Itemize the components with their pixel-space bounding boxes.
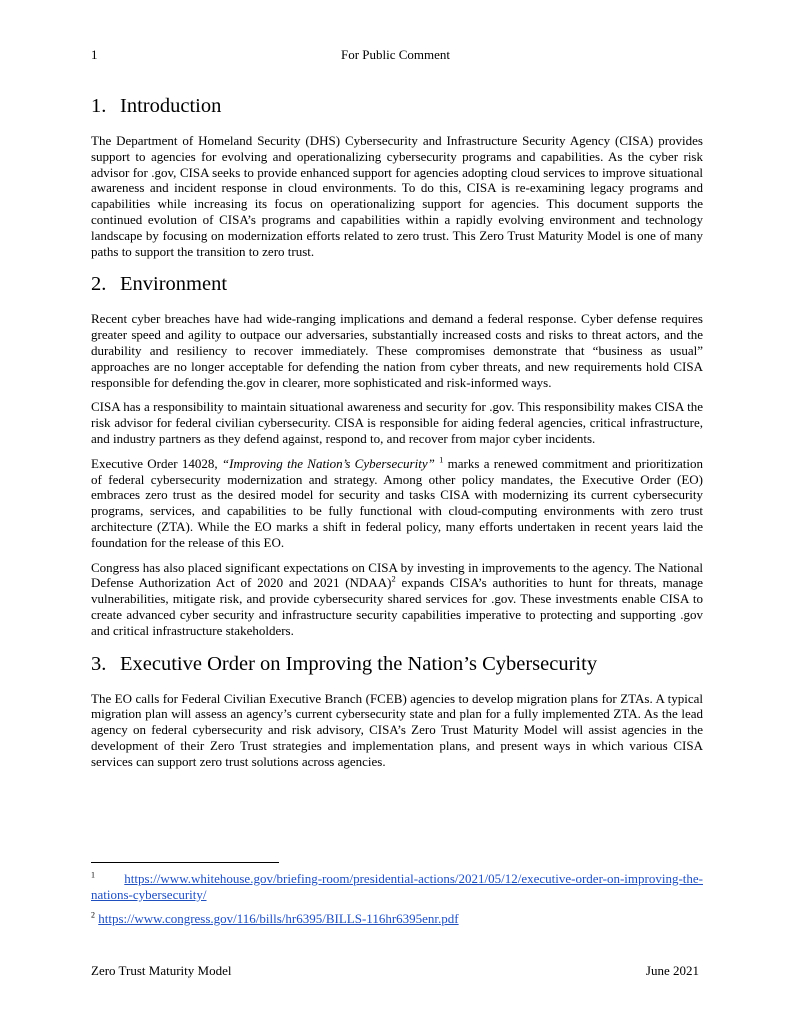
section-number: 2.	[91, 273, 107, 296]
footnote-2	[91, 911, 703, 927]
section-title: Environment	[120, 273, 228, 296]
header-title: For Public Comment	[340, 47, 451, 62]
section-heading	[91, 93, 703, 119]
footnote-ref[interactable]: 1	[439, 454, 444, 465]
section-introduction	[91, 93, 703, 259]
footnote-link[interactable]: https://www.whitehouse.gov/briefing-room/presidential-actions/2021/05/12/executive-order-on-improving-the-nations-cybersecurity/	[91, 871, 703, 902]
section-executive-order	[91, 651, 703, 770]
text-run: Executive Order 14028,	[91, 455, 222, 471]
footnote-1	[91, 871, 703, 903]
paragraph-congress	[91, 560, 703, 639]
footnote-divider	[91, 862, 279, 863]
footer-date: June 2021	[645, 963, 699, 978]
text-run: marks a renewed commitment and prioritization of federal cybersecurity modernization and strategy. Among other policy mandates, the Executive Order (EO) embraces zero trust as the desired model for security and tasks CISA with modernizing its current cybersecurity programs, services, and capabilities to be fully functional with cloud-computing environments with zero trust architecture (ZTA). While the EO marks a shift in federal policy, many efforts undertaken in recent years laid the foundation for the release of this EO.	[91, 455, 704, 550]
footnote-link[interactable]: https://www.congress.gov/116/bills/hr6395/BILLS-116hr6395enr.pdf	[98, 910, 459, 926]
section-heading	[91, 651, 703, 677]
footnotes	[91, 871, 703, 934]
footer-document-title: Zero Trust Maturity Model	[91, 963, 232, 978]
paragraph: Recent cyber breaches have had wide-ranging implications and demand a federal response. Cyber defense requires greater speed and agility to outpace our adversaries, substantially increased costs and risks to threat actors, and the durability and resiliency to recover immediately. These compromises demonstrate that “business as usual” approaches are no longer acceptable for defending the nation from cyber threats, and new requirements hold CISA responsible for defending the.gov in clearer, more sophisticated and risk-informed ways.	[91, 311, 703, 390]
footnote-marker: 1	[91, 870, 95, 880]
document-body	[91, 93, 703, 779]
section-environment	[91, 271, 703, 638]
text-run: expands CISA’s authorities to hunt for threats, manage vulnerabilities, mitigate risk, and provide cybersecurity shared services for .gov. These investments enable CISA to create advanced cyber security and infrastructure security capabilities imperative to protecting and supporting .gov and critical infrastructure stakeholders.	[91, 575, 703, 638]
section-number: 3.	[91, 652, 107, 675]
paragraph: The EO calls for Federal Civilian Executive Branch (FCEB) agencies to develop migration plans for ZTAs. A typical migration plan will assess an agency’s current cybersecurity state and plan for a fully implemented ZTA. As the lead agency on federal cybersecurity and risk advisory, CISA’s Zero Trust Maturity Model will assist agencies in the development of their Zero Trust strategies and implementation plans, and present ways in which various CISA services can support zero trust solutions across agencies.	[91, 690, 703, 769]
paragraph: The Department of Homeland Security (DHS) Cybersecurity and Infrastructure Security Agency (CISA) provides support to agencies for evolving and operationalizing cybersecurity programs and capabilities. As the cyber risk advisor for .gov, CISA seeks to provide enhanced support for agencies adopting cloud services to improve situational awareness and incident response in cloud environments. To do this, CISA is re-examining legacy programs and capabilities while increasing its focus on operationalizing support for agencies. This document supports the continued evolution of CISA’s programs and capabilities within a rapidly evolving environment and technology landscape by focusing on modernization efforts related to zero trust. This Zero Trust Maturity Model is one of many paths to support the transition to zero trust.	[91, 133, 703, 259]
section-title: Executive Order on Improving the Nation’s Cybersecurity	[120, 652, 598, 675]
eo-title: “Improving the Nation’s Cybersecurity”	[221, 455, 435, 471]
text-run: Congress has also placed significant expectations on CISA by investing in improvements to the agency. The National Defense Authorization Act of 2020 and 2021 (NDAA)	[91, 559, 703, 591]
footnote-ref[interactable]: 2	[391, 574, 396, 584]
footnote-marker: 2	[91, 910, 95, 920]
page-number: 1	[91, 47, 98, 62]
section-heading	[91, 271, 703, 297]
section-title: Introduction	[120, 95, 222, 117]
paragraph: CISA has a responsibility to maintain situational awareness and security for .gov. This responsibility makes CISA the risk advisor for federal civilian cybersecurity. CISA is responsible for aiding federal agencies, critical infrastructure, and industry partners as they defend against, respond to, and recover from major cyber incidents.	[91, 399, 703, 446]
section-number: 1.	[91, 95, 107, 117]
paragraph-executive-order	[91, 456, 703, 551]
